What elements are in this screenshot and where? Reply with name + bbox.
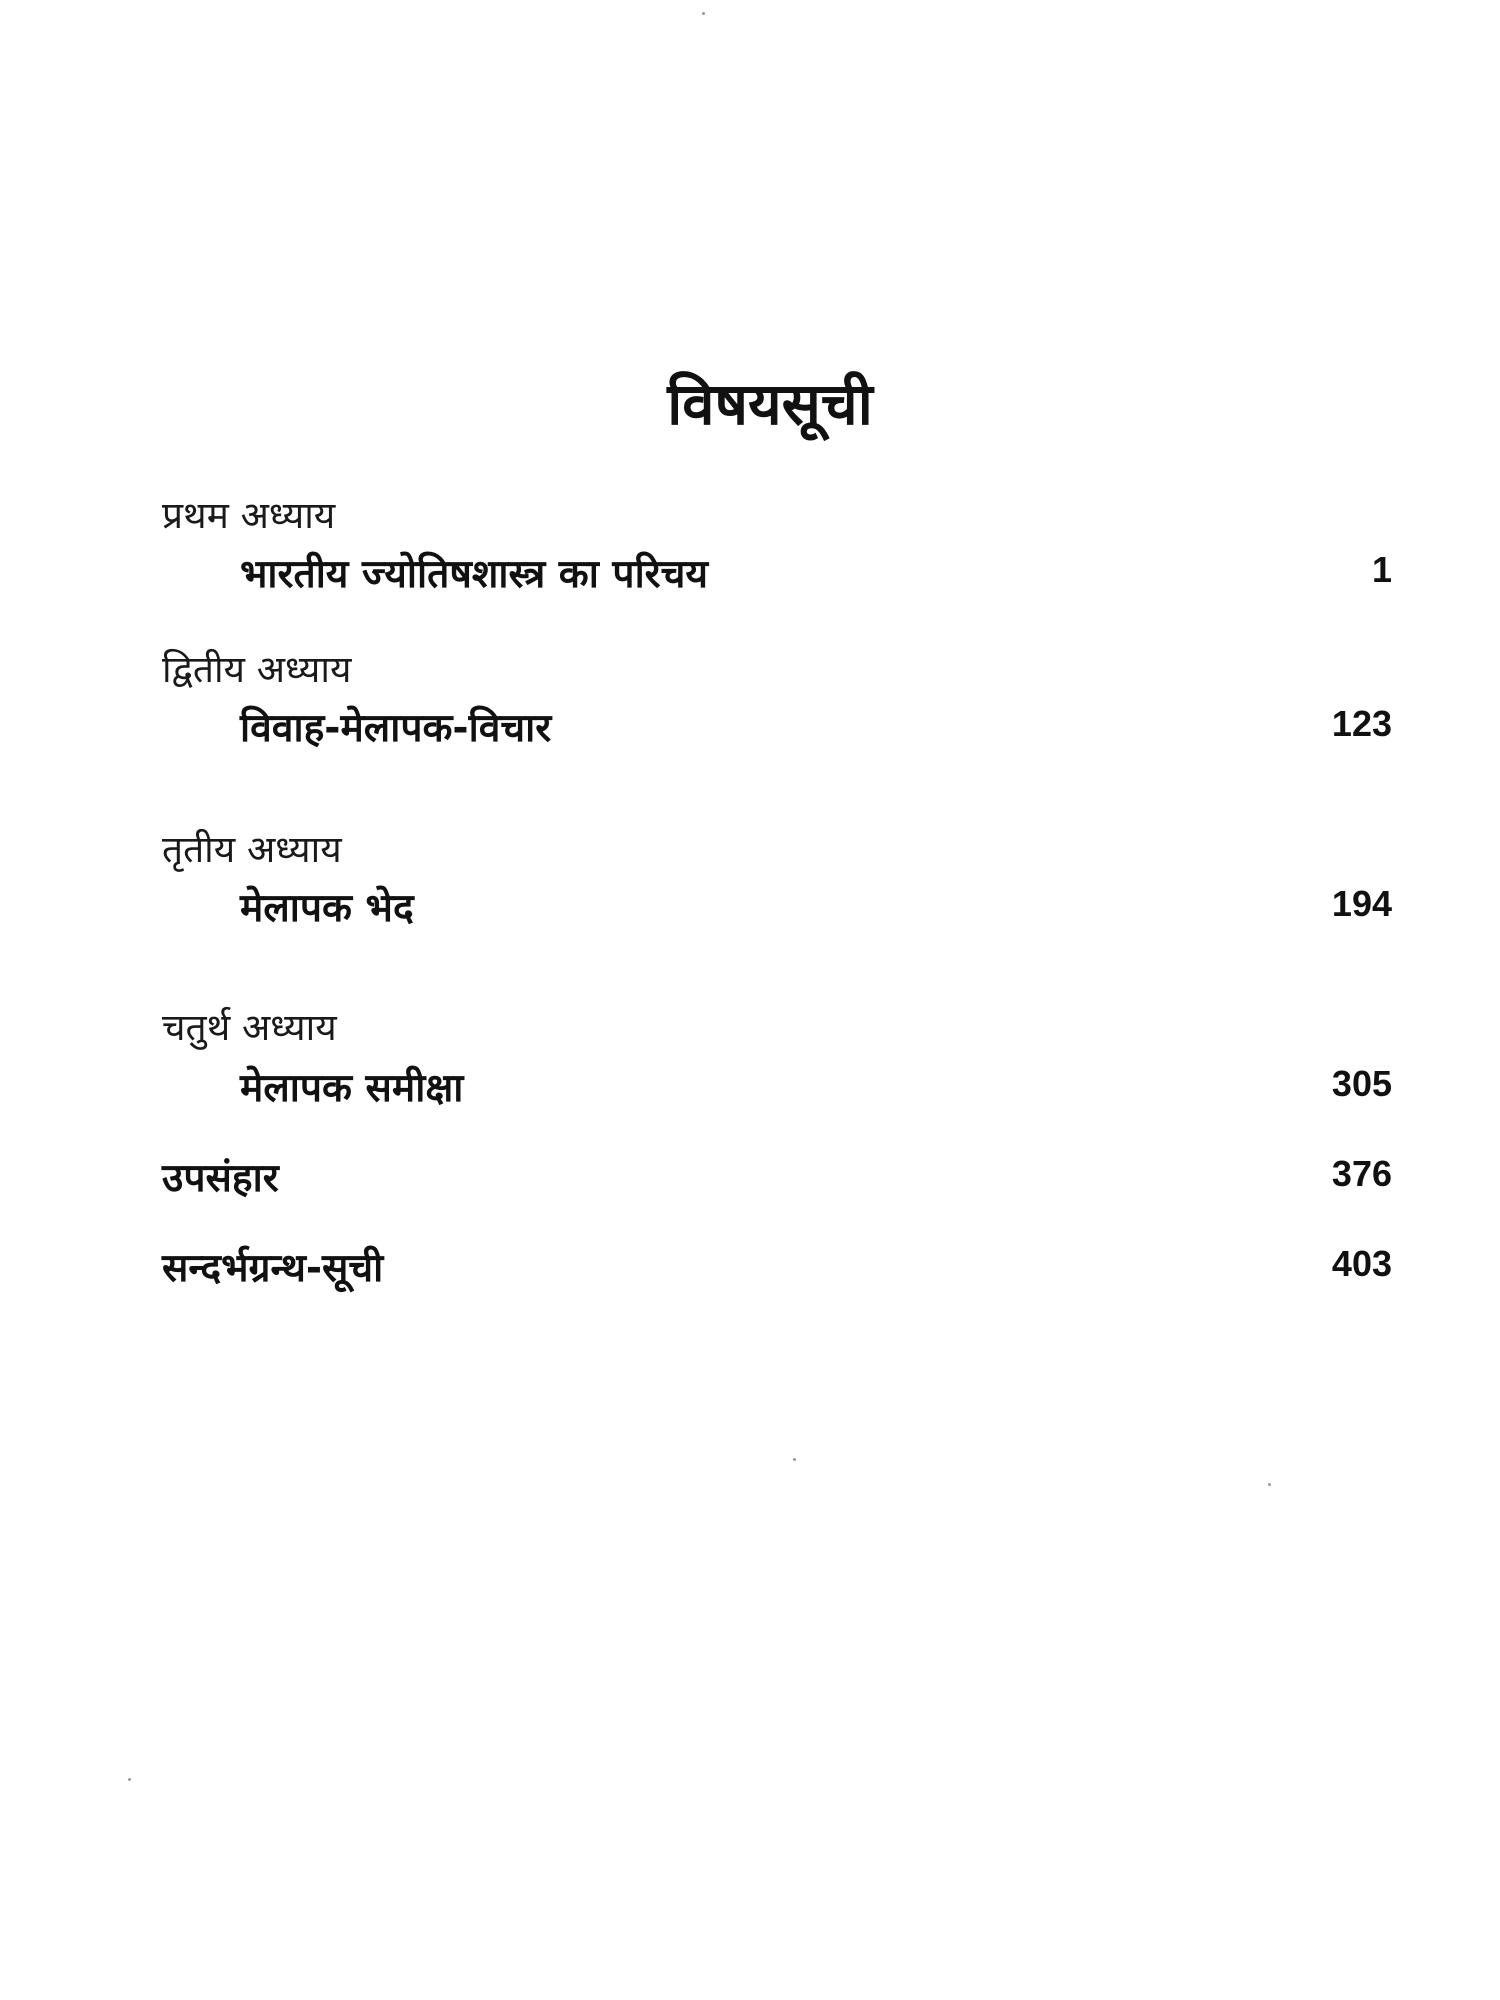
chapter-label-4: चतुर्थ अध्याय bbox=[162, 1006, 337, 1049]
section-title-bibliography: सन्दर्भग्रन्थ-सूची bbox=[162, 1246, 384, 1291]
scan-speck bbox=[793, 1458, 796, 1461]
chapter-title-4: मेलापक समीक्षा bbox=[240, 1066, 464, 1111]
scan-speck bbox=[702, 12, 705, 15]
chapter-title-3: मेलापक भेद bbox=[240, 886, 414, 931]
section-title-conclusion: उपसंहार bbox=[162, 1156, 279, 1201]
section-page-conclusion: 376 bbox=[1331, 1153, 1392, 1194]
chapter-title-1: भारतीय ज्योतिषशास्त्र का परिचय bbox=[240, 552, 709, 597]
chapter-page-4: 305 bbox=[1331, 1063, 1392, 1104]
chapter-page-1: 1 bbox=[1371, 549, 1392, 590]
chapter-title-2: विवाह-मेलापक-विचार bbox=[240, 706, 552, 751]
scan-speck bbox=[128, 1778, 131, 1781]
scan-speck bbox=[1268, 1483, 1271, 1486]
chapter-label-1: प्रथम अध्याय bbox=[162, 494, 336, 537]
chapter-label-3: तृतीय अध्याय bbox=[162, 828, 342, 871]
chapter-page-2: 123 bbox=[1331, 703, 1392, 744]
chapter-page-3: 194 bbox=[1331, 883, 1392, 924]
section-page-bibliography: 403 bbox=[1331, 1243, 1392, 1284]
chapter-label-2: द्वितीय अध्याय bbox=[162, 648, 352, 691]
page-title: विषयसूची bbox=[667, 370, 873, 438]
